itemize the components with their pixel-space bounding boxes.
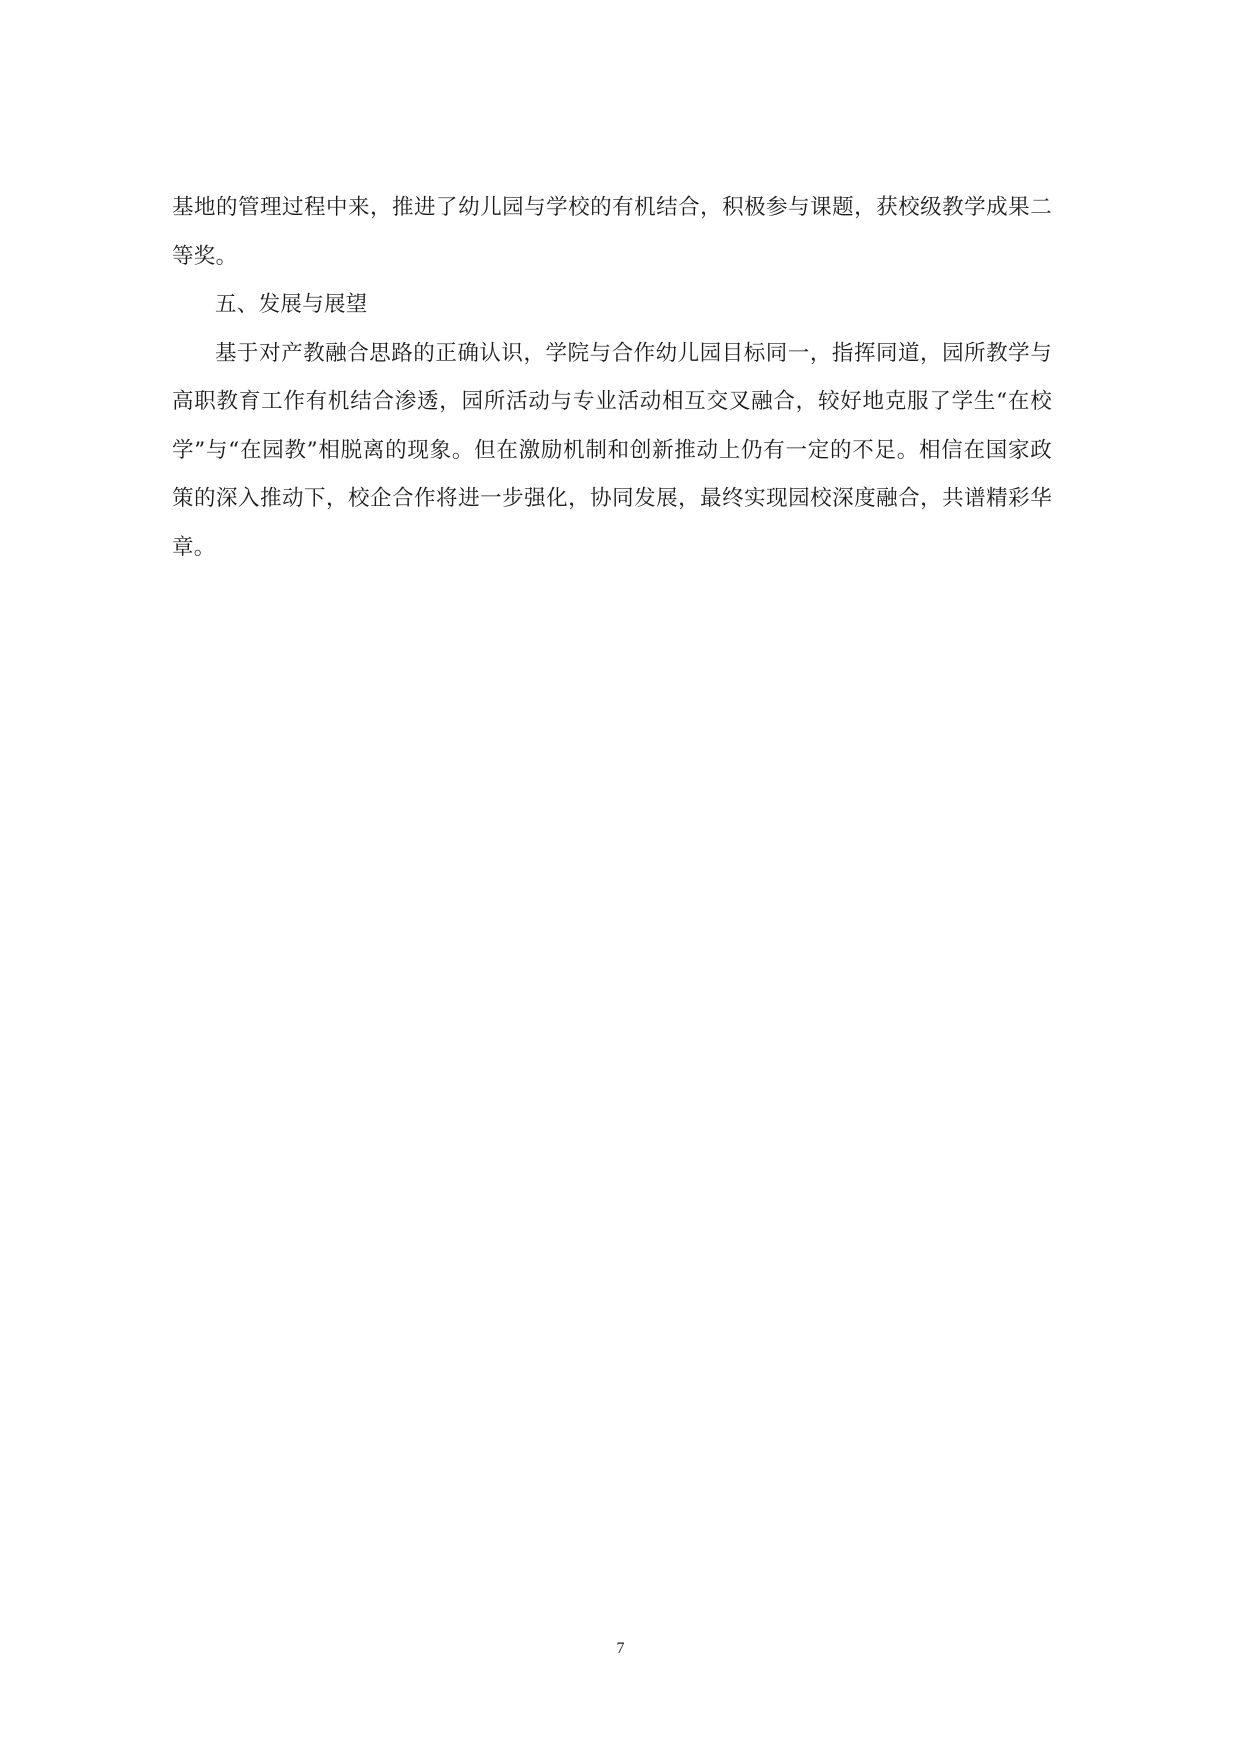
page-number: 7 (616, 1640, 625, 1657)
section-heading: 五、发展与展望 (215, 292, 368, 317)
body-paragraph: 基于对产教融合思路的正确认识，学院与合作幼儿园目标同一，指挥同道，园所教学与高职教育工作有机结合渗透，园所活动与专业活动相互交叉融合，较好地克服了学生“在校学”与“在园教”相脱离的现象。但在激励机制和创新推动上仍有一定的不足。相信在国家政策的深入推动下，校企合作将进一步强化，协同发展，最终实现园校深度融合，共谱精彩华章。 (172, 340, 1052, 560)
page-content (172, 184, 1052, 572)
continuation-paragraph: 基地的管理过程中来，推进了幼儿园与学校的有机结合，积极参与课题，获校级教学成果二等奖。 (172, 195, 1052, 269)
